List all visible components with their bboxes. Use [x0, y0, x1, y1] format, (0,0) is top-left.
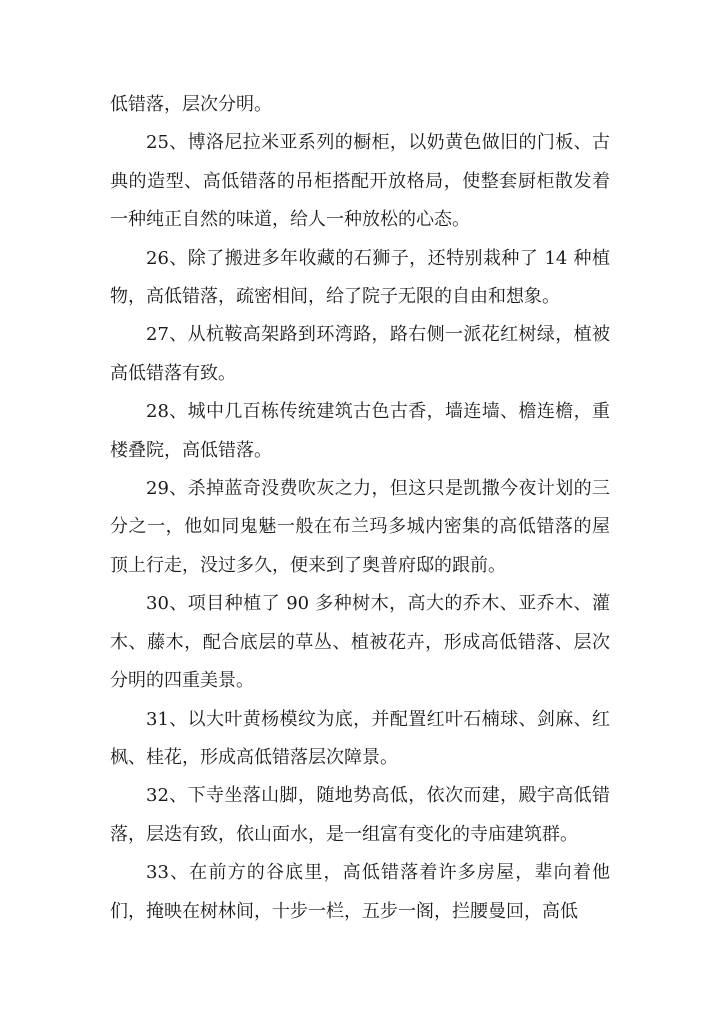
paragraph-31: 31、以大叶黄杨模纹为底，并配置红叶石楠球、剑麻、红枫、桂花，形成高低错落层次障景。	[110, 708, 610, 768]
paragraph-continuation: 低错落，层次分明。	[110, 94, 272, 115]
document-body	[110, 86, 610, 931]
paragraph-27: 27、从杭鞍高架路到环湾路，路右侧一派花红树绿，植被高低错落有致。	[110, 324, 610, 384]
paragraph-26: 26、除了搬进多年收藏的石狮子，还特别栽种了 14 种植物，高低错落，疏密相间，给了院子无限的自由和想象。	[110, 247, 610, 308]
paragraph-28: 28、城中几百栋传统建筑古色古香，墙连墙、檐连檐，重楼叠院，高低错落。	[110, 401, 610, 461]
paragraph-30: 30、项目种植了 90 多种树木，高大的乔木、亚乔木、灌木、藤木，配合底层的草丛、植被花卉，形成高低错落、层次分明的四重美景。	[110, 593, 610, 692]
paragraph-33: 33、在前方的谷底里，高低错落着许多房屋，辈向着他们，掩映在树林间，十步一栏，五步一阁，拦腰曼回，高低	[110, 862, 610, 922]
paragraph-25: 25、博洛尼拉米亚系列的橱柜，以奶黄色做旧的门板、古典的造型、高低错落的吊柜搭配开放格局，使整套厨柜散发着一种纯正自然的味道，给人一种放松的心态。	[110, 132, 610, 231]
paragraph-29: 29、杀掉蓝奇没费吹灰之力，但这只是凯撒今夜计划的三分之一，他如同鬼魅一般在布兰玛多城内密集的高低错落的屋顶上行走，没过多久，便来到了奥普府邸的跟前。	[110, 478, 610, 576]
paragraph-32: 32、下寺坐落山脚，随地势高低，依次而建，殿宇高低错落，层迭有致，依山面水，是一组富有变化的寺庙建筑群。	[110, 785, 610, 845]
